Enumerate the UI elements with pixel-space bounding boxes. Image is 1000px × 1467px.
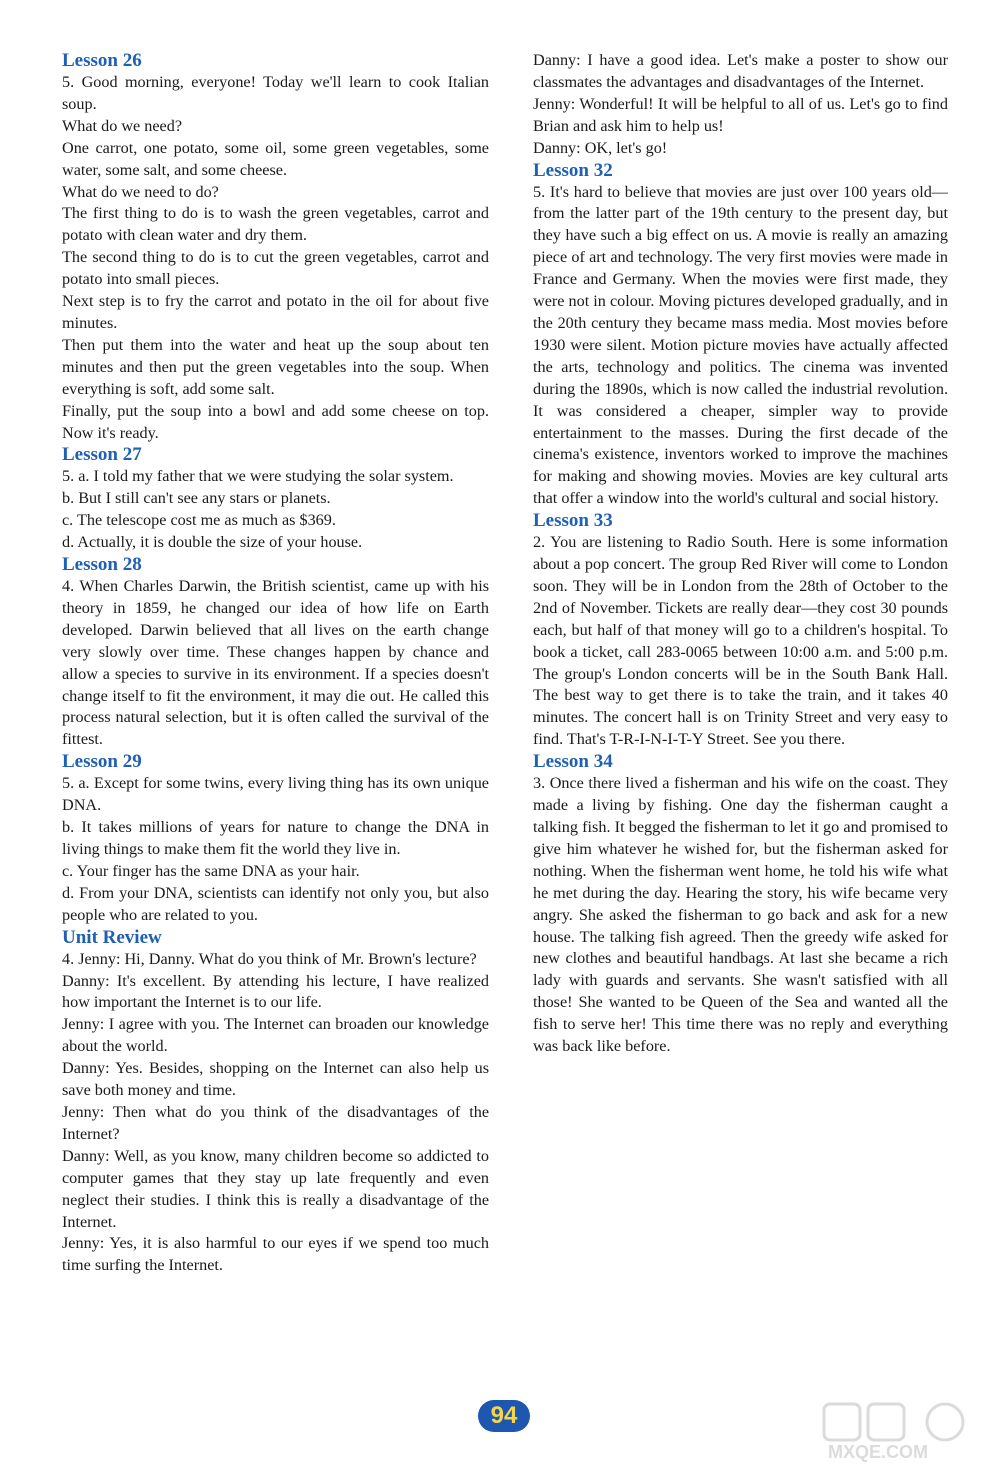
lesson-heading: Lesson 32: [533, 159, 613, 181]
right-section: [533, 751, 948, 1058]
right-section: [533, 50, 948, 160]
left-section: [62, 927, 489, 1278]
answer-paragraph: 2. You are listening to Radio South. Here is some information about a pop concert. The group Red River will come to London soon. They will be in London from the 28th of October to the 2nd of November. Tickets are really dear—they cost 30 pounds each, but half of that money will go to a children's hospital. To book a ticket, call 283-0065 between 10:00 a.m. and 5:00 p.m. The group's London concerts will be in the South Bank Hall. The best way to get there is to take the train, and it takes 40 minutes. The concert hall is on Trinity Street and very easy to find. That's T-R-I-N-I-T-Y Street. See you there.: [533, 533, 948, 749]
answer-paragraph: Jenny: I agree with you. The Internet can broaden our knowledge about the world.: [62, 1015, 489, 1056]
answer-paragraph: Next step is to fry the carrot and potato in the oil for about five minutes.: [62, 292, 489, 332]
lesson-heading: Lesson 29: [62, 751, 142, 773]
answer-paragraph: 5. Good morning, everyone! Today we'll learn to cook Italian soup.: [62, 73, 489, 113]
answer-paragraph: Danny: Yes. Besides, shopping on the Internet can also help us save both money and time.: [62, 1059, 489, 1100]
watermark-logo: [820, 1400, 995, 1462]
left-section: [62, 50, 489, 444]
answer-paragraph: Danny: It's excellent. By attending his lecture, I have realized how important the Internet is to our life.: [62, 971, 489, 1012]
answer-paragraph: Then put them into the water and heat up the soup about ten minutes and then put the green vegetables into the soup. When everything is soft, add some salt.: [62, 335, 489, 398]
answer-paragraph: Danny: OK, let's go!: [533, 138, 668, 157]
right-section: [533, 510, 948, 751]
answer-paragraph: d. From your DNA, scientists can identify not only you, but also people who are related to you.: [62, 883, 489, 924]
answer-paragraph: 4. When Charles Darwin, the British scientist, came up with his theory in 1859, he changed our idea of how life on Earth developed. Darwin believed that all lives on the earth change very slowly over time. These changes happen by chance and allow a species to survive in its environment. If a species doesn't change itself to fit the environment, it may die out. He called this process natural selection, but it is often called the survival of the fittest.: [62, 577, 489, 749]
right-section: [533, 160, 948, 511]
left-column: [62, 50, 489, 1277]
answer-paragraph: 4. Jenny: Hi, Danny. What do you think of Mr. Brown's lecture?: [62, 949, 477, 968]
lesson-heading: Lesson 27: [62, 444, 142, 466]
answer-paragraph: 5. a. I told my father that we were studying the solar system.: [62, 467, 454, 486]
lesson-heading: Unit Review: [62, 926, 162, 948]
answer-paragraph: b. It takes millions of years for nature to change the DNA in living things to make them fit the world they live in.: [62, 818, 489, 858]
answer-paragraph: The second thing to do is to cut the green vegetables, carrot and potato into small pieces.: [62, 248, 489, 289]
lesson-heading: Lesson 33: [533, 510, 613, 532]
left-section: [62, 554, 489, 751]
page-number-badge: 94: [478, 1400, 530, 1432]
watermark-text: MXQE.COM: [828, 1442, 929, 1462]
lesson-heading: Lesson 26: [62, 50, 142, 71]
answer-paragraph: c. Your finger has the same DNA as your hair.: [62, 861, 360, 880]
answer-paragraph: What do we need?: [62, 116, 182, 135]
answer-paragraph: Jenny: Then what do you think of the disadvantages of the Internet?: [62, 1102, 489, 1143]
answer-paragraph: c. The telescope cost me as much as $369.: [62, 511, 336, 530]
lesson-heading: Lesson 28: [62, 554, 142, 576]
answer-paragraph: Danny: Well, as you know, many children become so addicted to computer games that they stay up late frequently and even neglect their studies. I think this is really a disadvantage of the Internet.: [62, 1146, 489, 1231]
answer-paragraph: b. But I still can't see any stars or planets.: [62, 489, 331, 508]
answer-paragraph: Finally, put the soup into a bowl and add some cheese on top. Now it's ready.: [62, 401, 489, 442]
answer-paragraph: What do we need to do?: [62, 182, 219, 201]
answer-paragraph: d. Actually, it is double the size of your house.: [62, 533, 363, 552]
answer-paragraph: 5. It's hard to believe that movies are just over 100 years old—from the latter part of the 19th century to the present day, but they have such a big effect on us. A movie is really an amazing piece of art and technology. The very first movies were made in France and Germany. When the movies were first made, they were not in colour. Moving pictures developed gradually, and in the 20th century they became mass media. Most movies before 1930 were silent. Motion picture movies have actually affected the arts, technology and politics. The cinema was invented during the 1890s, which is now called the industrial revolution. It was considered a cheaper, simpler way to provide entertainment to the masses. During the first decade of the cinema's existence, inventors worked to improve the machines for making and showing movies. Movies are key cultural arts that offer a window into the world's cultural and social history.: [533, 182, 948, 508]
left-section: [62, 444, 489, 554]
answer-stamp-icon: [820, 1400, 995, 1462]
answer-paragraph: Danny: I have a good idea. Let's make a poster to show our classmates the advantages and disadvantages of the Internet.: [533, 51, 948, 91]
right-column: [533, 50, 948, 1058]
answer-paragraph: One carrot, one potato, some oil, some green vegetables, some water, some salt, and some cheese.: [62, 138, 489, 179]
answer-paragraph: 5. a. Except for some twins, every living thing has its own unique DNA.: [62, 774, 489, 815]
left-section: [62, 751, 489, 926]
lesson-heading: Lesson 34: [533, 751, 613, 773]
answer-paragraph: Jenny: Wonderful! It will be helpful to all of us. Let's go to find Brian and ask him to help us!: [533, 94, 948, 135]
answer-paragraph: The first thing to do is to wash the green vegetables, carrot and potato with clean water and dry them.: [62, 204, 489, 245]
answer-paragraph: 3. Once there lived a fisherman and his wife on the coast. They made a living by fishing. One day the fisherman caught a talking fish. It begged the fisherman to let it go and promised to give him whatever he wished for, but the fisherman asked for nothing. When the fisherman went home, he told his wife what he met during the day. Hearing the story, his wife became very angry. She asked the fisherman to go back and ask for a new house. The talking fish agreed. Then the greedy wife asked for new clothes and beautiful handbags. At last she became a rich lady with guards and servants. She wasn't satisfied with all those! She wanted to be Queen of the Sea and wanted all the fish to serve her! This time there was no reply and everything was back like before.: [533, 774, 948, 1056]
answer-paragraph: Jenny: Yes, it is also harmful to our eyes if we spend too much time surfing the Internet.: [62, 1234, 489, 1275]
